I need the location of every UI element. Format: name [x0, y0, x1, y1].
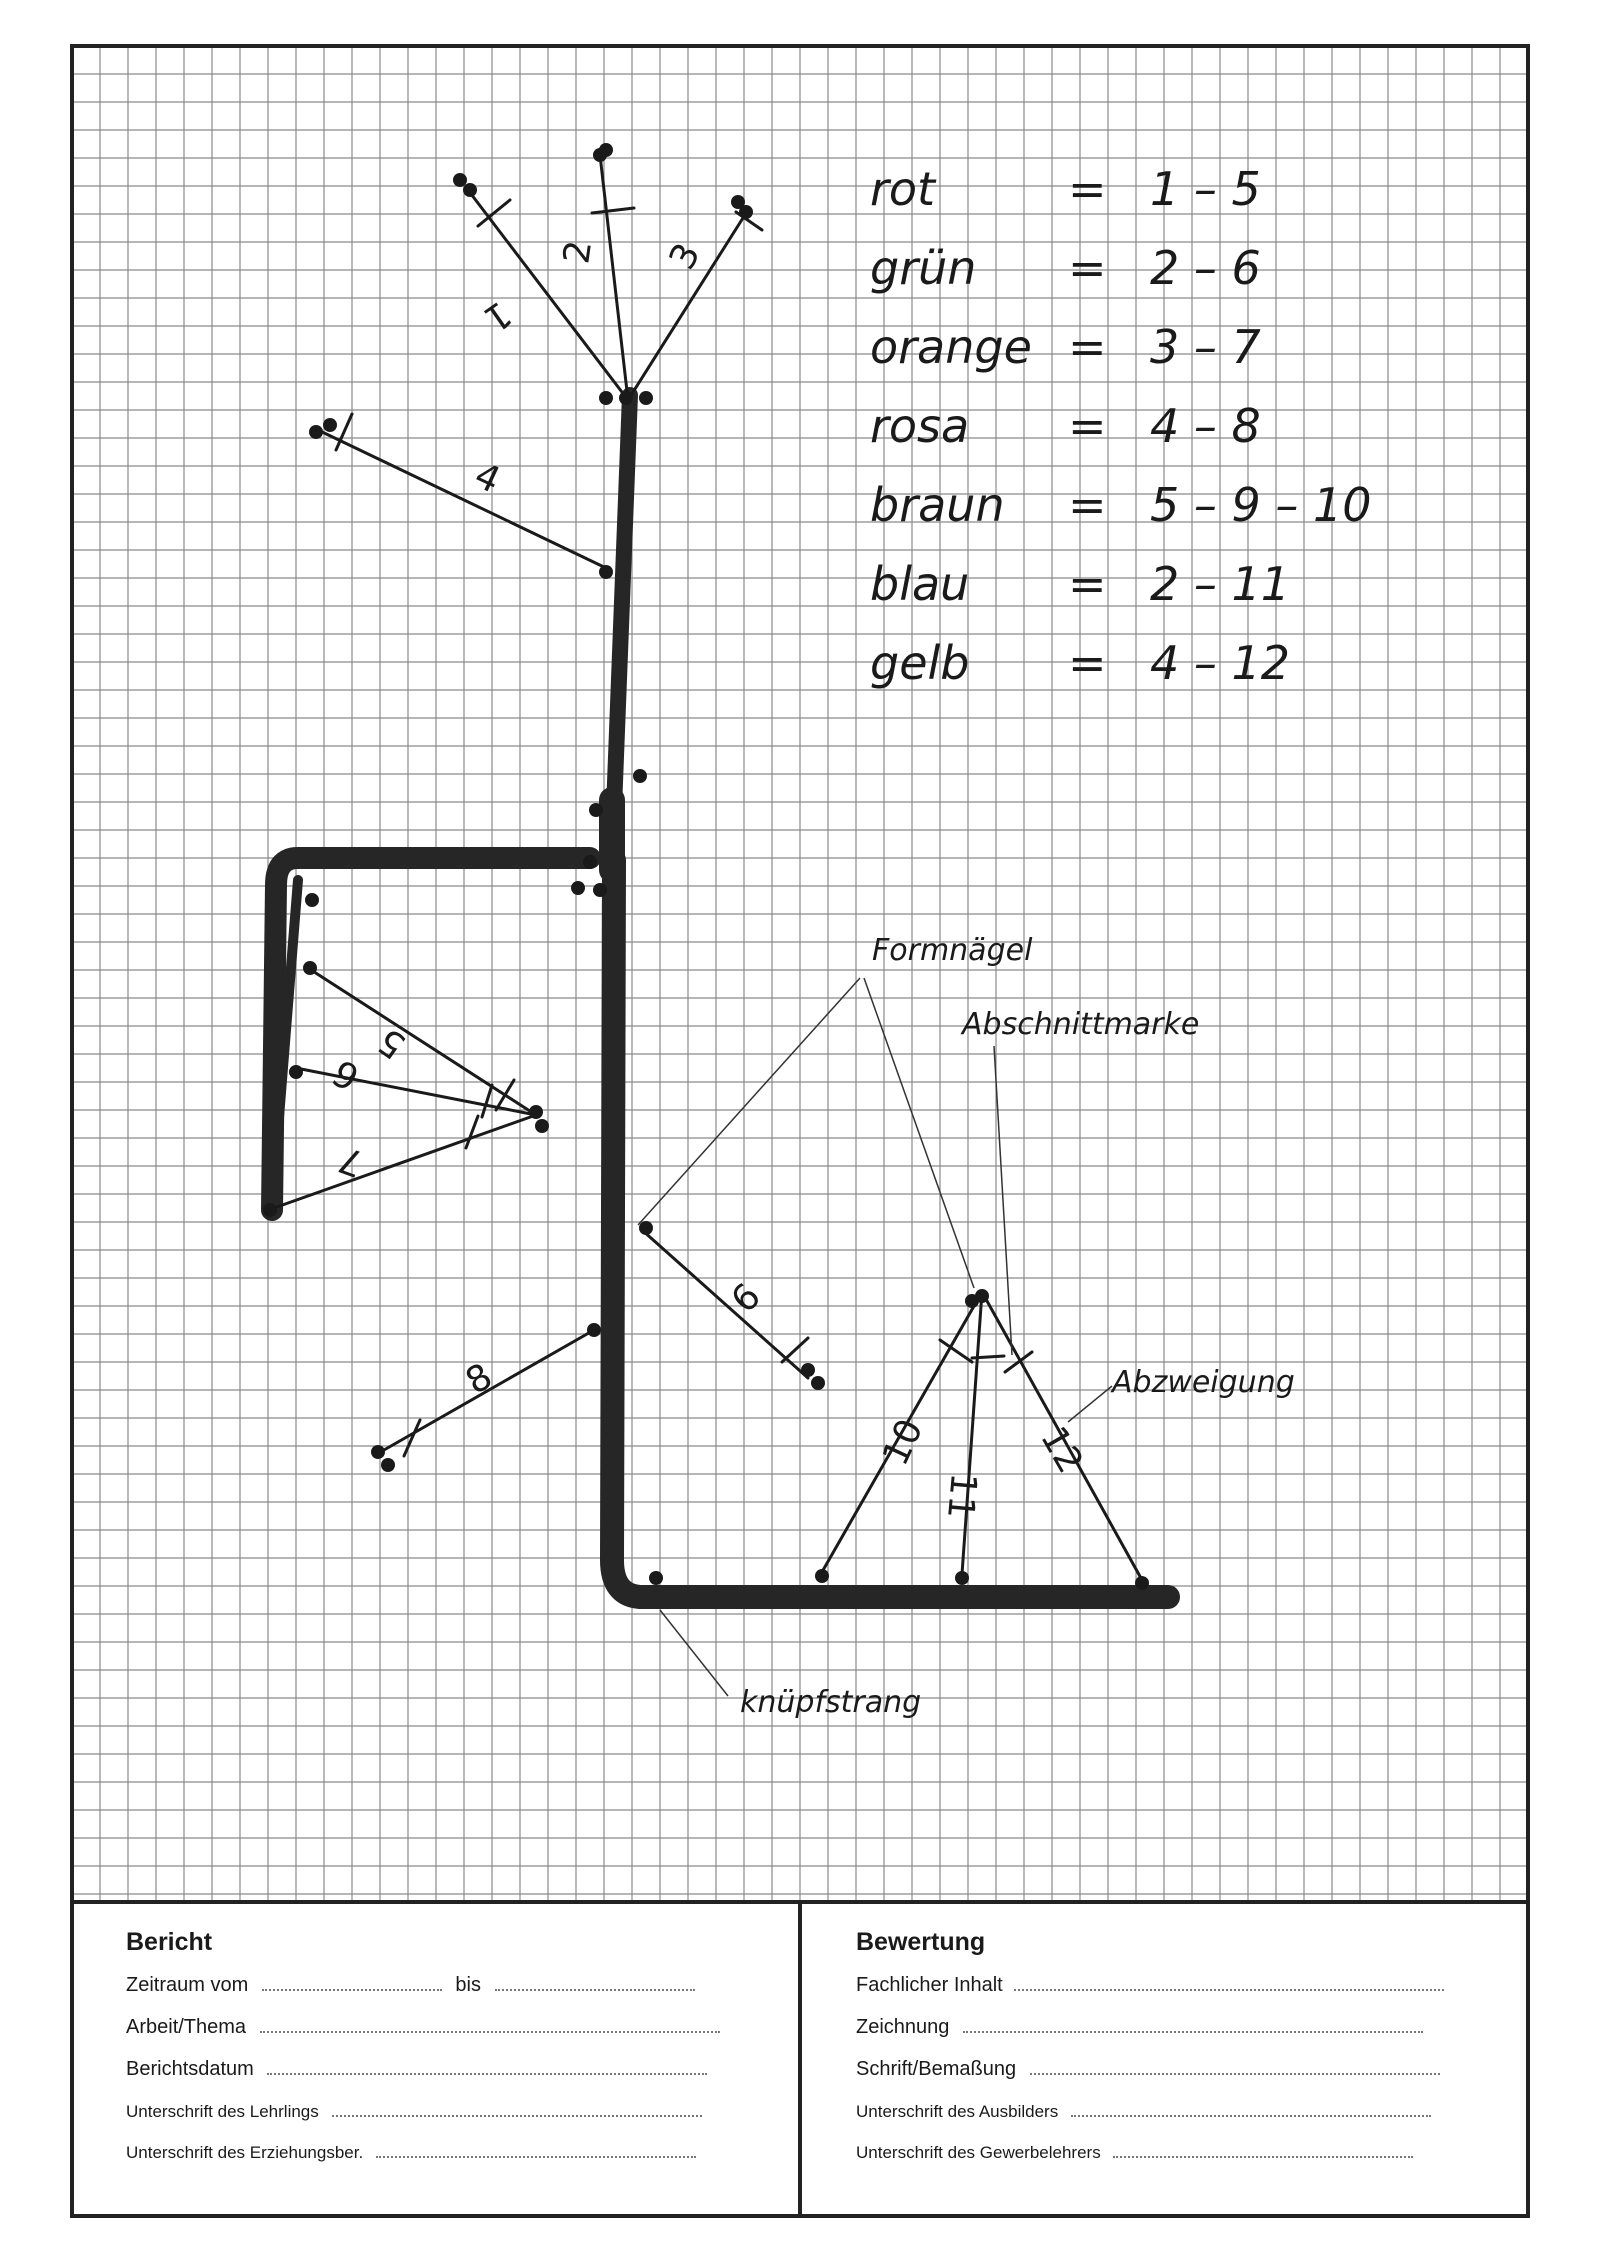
- nail-dot: [587, 1323, 601, 1337]
- zeichnung-label: Zeichnung: [856, 2016, 950, 2038]
- legend-value-0: 1 – 5: [1150, 162, 1261, 216]
- nail-dot: [463, 183, 477, 197]
- strand-label-12: 12: [1032, 1420, 1091, 1481]
- arbeit-thema-label: Arbeit/Thema: [126, 2016, 247, 2038]
- nail-dot: [639, 391, 653, 405]
- wire-4: [318, 430, 606, 568]
- ausbilder-signature-label: Unterschrift des Ausbilders: [856, 2102, 1059, 2121]
- nail-dot: [381, 1458, 395, 1472]
- nail-dot: [811, 1376, 825, 1390]
- nail-dot: [599, 391, 613, 405]
- legend-value-6: 4 – 12: [1150, 636, 1291, 690]
- strand-label-10: 10: [874, 1412, 932, 1472]
- lehrling-signature-label: Unterschrift des Lehrlings: [126, 2102, 319, 2121]
- nail-dot: [619, 391, 633, 405]
- legend-color-3: rosa: [870, 399, 970, 453]
- legend-equals-6: =: [1068, 636, 1107, 690]
- zeichnung-field[interactable]: [963, 2015, 1423, 2033]
- label-abschnittmarke: Abschnittmarke: [962, 1007, 1200, 1042]
- legend-color-6: gelb: [870, 636, 970, 690]
- strand-label-3: 3: [661, 236, 709, 277]
- schrift-bemassung-field[interactable]: [1030, 2057, 1440, 2075]
- strand-label-4: 4: [468, 454, 507, 502]
- nail-dot: [453, 173, 467, 187]
- nail-dot: [289, 1065, 303, 1079]
- nail-dot: [649, 1571, 663, 1585]
- nail-dot: [815, 1569, 829, 1583]
- bewertung-title: Bewertung: [856, 1928, 986, 1956]
- label-knuepfstrang: knüpfstrang: [740, 1685, 922, 1720]
- strand-label-9: 9: [721, 1273, 767, 1319]
- zeitraum-label: Zeitraum vom: [126, 1974, 249, 1996]
- legend-color-0: rot: [870, 162, 936, 216]
- nail-dot: [589, 803, 603, 817]
- legend-color-1: grün: [870, 241, 977, 295]
- strand-label-5: 5: [370, 1019, 414, 1067]
- main-trunk: [272, 395, 1168, 1597]
- strand-label-8: 8: [459, 1355, 500, 1403]
- nail-dot: [529, 1105, 543, 1119]
- nail-dot: [633, 769, 647, 783]
- legend-color-2: orange: [870, 320, 1032, 374]
- schrift-bemassung-label: Schrift/Bemaßung: [856, 2058, 1017, 2080]
- nail-dot: [571, 881, 585, 895]
- legend-value-1: 2 – 6: [1150, 241, 1261, 295]
- lehrling-signature-field[interactable]: [332, 2099, 702, 2117]
- strand-label-1: 1: [476, 292, 519, 340]
- legend-equals-4: =: [1068, 478, 1107, 532]
- strand-label-6: 6: [326, 1050, 367, 1098]
- bis-label: bis: [455, 1974, 481, 1996]
- zeitraum-to-field[interactable]: [495, 1973, 695, 1991]
- legend-color-4: braun: [870, 478, 1005, 532]
- nail-dot: [263, 1203, 277, 1217]
- legend-equals-1: =: [1068, 241, 1107, 295]
- strand-label-7: 7: [333, 1137, 370, 1185]
- legend-value-5: 2 – 11: [1150, 557, 1291, 611]
- nail-dot: [1135, 1576, 1149, 1590]
- nail-dot: [309, 425, 323, 439]
- nail-dot: [955, 1571, 969, 1585]
- nail-dot: [801, 1363, 815, 1377]
- bericht-section: [126, 1928, 756, 2163]
- strand-label-11: 11: [939, 1471, 984, 1521]
- nail-dot: [599, 565, 613, 579]
- label-abzweigung: Abzweigung: [1112, 1365, 1295, 1400]
- erziehungsber-signature-field[interactable]: [376, 2140, 696, 2158]
- bewertung-section: [856, 1928, 1496, 2163]
- zeitraum-from-field[interactable]: [262, 1973, 442, 1991]
- nail-dot: [639, 1221, 653, 1235]
- label-formnaegel: Formnägel: [872, 933, 1033, 968]
- strand-labels: [326, 237, 1090, 1521]
- legend-equals-3: =: [1068, 399, 1107, 453]
- legend-value-2: 3 – 7: [1150, 320, 1261, 374]
- nail-dot: [731, 195, 745, 209]
- legend-equals-0: =: [1068, 162, 1107, 216]
- legend-color-5: blau: [870, 557, 970, 611]
- nail-dot: [965, 1294, 979, 1308]
- legend-equals-5: =: [1068, 557, 1107, 611]
- nail-dot: [599, 143, 613, 157]
- strand-label-2: 2: [556, 237, 601, 267]
- legend-value-3: 4 – 8: [1150, 399, 1261, 453]
- wire-9: [642, 1230, 808, 1378]
- nail-dot: [303, 961, 317, 975]
- fachlicher-inhalt-field[interactable]: [1014, 1973, 1444, 1991]
- gewerbelehrer-signature-label: Unterschrift des Gewerbelehrers: [856, 2143, 1101, 2162]
- color-legend: [870, 162, 1372, 690]
- gewerbelehrer-signature-field[interactable]: [1113, 2140, 1413, 2158]
- nail-dot: [535, 1119, 549, 1133]
- legend-equals-2: =: [1068, 320, 1107, 374]
- arbeit-thema-field[interactable]: [260, 2015, 720, 2033]
- berichtsdatum-field[interactable]: [267, 2057, 707, 2075]
- ausbilder-signature-field[interactable]: [1071, 2099, 1431, 2117]
- fachlicher-inhalt-label: Fachlicher Inhalt: [856, 1974, 1003, 1996]
- berichtsdatum-label: Berichtsdatum: [126, 2058, 254, 2080]
- nail-dot: [593, 883, 607, 897]
- nail-dot: [323, 418, 337, 432]
- legend-value-4: 5 – 9 – 10: [1150, 478, 1372, 532]
- bericht-title: Bericht: [126, 1928, 213, 1956]
- nail-dot: [583, 855, 597, 869]
- nail-dot: [371, 1445, 385, 1459]
- erziehungsber-signature-label: Unterschrift des Erziehungsber.: [126, 2143, 364, 2162]
- nail-dot: [305, 893, 319, 907]
